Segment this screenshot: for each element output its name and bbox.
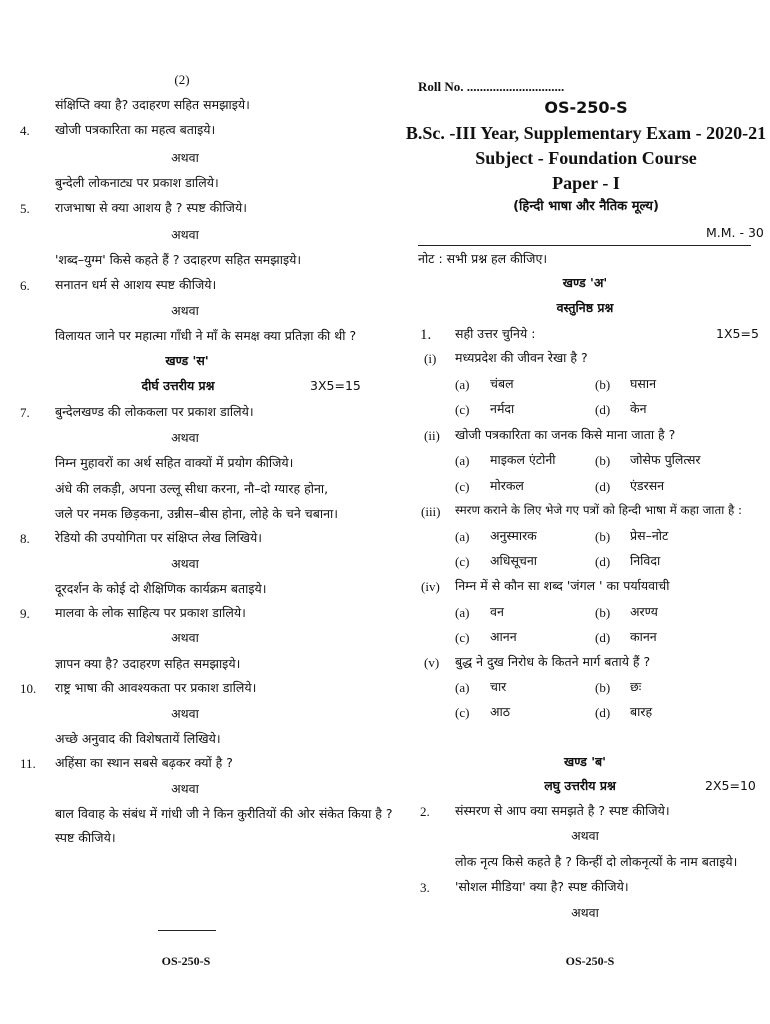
question-text: अच्छे अनुवाद की विशेषतायें लिखिये। <box>55 731 221 746</box>
option-text: माइकल एंटोनी <box>490 452 556 467</box>
option-label: (c) <box>455 705 470 720</box>
question-text: संक्षिप्ति क्या है? उदाहरण सहित समझाइये। <box>55 97 250 112</box>
or-label: अथवा <box>171 781 199 796</box>
option-text: वन <box>490 604 504 619</box>
section-subtitle: लघु उत्तरीय प्रश्न <box>544 778 616 793</box>
mcq-question: मध्यप्रदेश की जीवन रेखा है ? <box>455 350 588 365</box>
question-number: 3. <box>420 880 430 895</box>
question-text: बुन्देलखण्ड की लोककला पर प्रकाश डालिये। <box>55 404 254 419</box>
subject-title: Subject - Foundation Course <box>475 148 697 168</box>
option-text: घसान <box>630 376 657 391</box>
question-text: मालवा के लोक साहित्य पर प्रकाश डालिये। <box>55 605 246 620</box>
page-number: (2) <box>174 72 190 87</box>
question-text: विलायत जाने पर महात्मा गाँधी ने माँ के समक्ष क्या प्रतिज्ञा की थी ? <box>55 328 357 343</box>
option-text: चंबल <box>490 376 514 391</box>
question-text: ज्ञापन क्या है? उदाहरण सहित समझाइये। <box>55 656 241 671</box>
question-number: 7. <box>20 405 30 420</box>
question-text: खोजी पत्रकारिता का महत्व बताइये। <box>55 122 216 137</box>
or-label: अथवा <box>171 227 199 242</box>
option-label: (c) <box>455 554 470 569</box>
option-label: (a) <box>455 453 470 468</box>
option-text: निविदा <box>630 553 661 568</box>
note: नोट : सभी प्रश्न हल कीजिए। <box>418 251 548 266</box>
question-text: राजभाषा से क्या आशय है ? स्पष्ट कीजिये। <box>55 200 247 215</box>
option-label: (c) <box>455 630 470 645</box>
question-marks: 1X5=5 <box>716 326 759 341</box>
or-label: अथवा <box>571 905 599 920</box>
mcq-number: (ii) <box>424 428 440 443</box>
option-text: अरण्य <box>630 604 658 619</box>
option-label: (b) <box>595 377 611 392</box>
option-label: (d) <box>595 402 611 417</box>
max-marks: M.M. - 30 <box>706 225 764 240</box>
question-text: अहिंसा का स्थान सबसे बढ़कर क्यों है ? <box>55 755 233 770</box>
section-title: खण्ड 'अ' <box>562 275 608 290</box>
option-label: (a) <box>455 529 470 544</box>
option-text: अधिसूचना <box>490 553 538 568</box>
option-text: मोरकल <box>490 478 524 493</box>
option-label: (c) <box>455 479 470 494</box>
roll-number: Roll No. .............................. <box>418 79 565 94</box>
question-text: निम्न मुहावरों का अर्थ सहित वाक्यों में प्रयोग कीजिये। <box>55 455 294 470</box>
question-number: 10. <box>20 681 37 696</box>
question-number: 8. <box>20 531 30 546</box>
mcq-number: (iv) <box>421 579 440 594</box>
question-number: 9. <box>20 606 30 621</box>
option-label: (c) <box>455 402 470 417</box>
mcq-question: स्मरण कराने के लिए भेजे गए पत्रों को हिन्दी भाषा में कहा जाता है : <box>455 503 742 517</box>
question-text: 'सोशल मीडिया' क्या है? स्पष्ट कीजिये। <box>455 879 629 894</box>
section-subtitle: वस्तुनिष्ठ प्रश्न <box>556 300 614 315</box>
question-text: सनातन धर्म से आशय स्पष्ट कीजिये। <box>55 277 217 292</box>
or-label: अथवा <box>171 630 199 645</box>
option-text: एंडरसन <box>630 478 665 493</box>
question-text: दूरदर्शन के कोई दो शैक्षिणिक कार्यक्रम बताइये। <box>55 581 267 596</box>
question-number: 2. <box>420 804 430 819</box>
question-text: रेडियो की उपयोगिता पर संक्षिप्त लेख लिखिये। <box>55 530 262 545</box>
question-text: बुन्देली लोकनाट्य पर प्रकाश डालिये। <box>55 175 219 190</box>
divider <box>418 245 751 246</box>
question-text: लोक नृत्य किसे कहते है ? किन्हीं दो लोकनृत्यों के नाम बताइये। <box>455 854 738 869</box>
question-text: 'शब्द–युग्म' किसे कहते हैं ? उदाहरण सहित समझाइये। <box>55 252 302 267</box>
option-text: आठ <box>490 704 511 719</box>
mcq-question: खोजी पत्रकारिता का जनक किसे माना जाता है ? <box>455 427 676 442</box>
option-text: अनुस्मारक <box>490 528 537 543</box>
option-text: आनन <box>490 629 517 644</box>
option-text: नर्मदा <box>490 401 515 416</box>
question-text: अंधे की लकड़ी, अपना उल्लू सीधा करना, नौ–दो ग्यारह होना, <box>55 481 329 496</box>
option-text: छः <box>630 679 642 694</box>
option-text: चार <box>490 679 507 694</box>
option-text: कानन <box>630 629 657 644</box>
option-label: (d) <box>595 554 611 569</box>
mcq-question: निम्न में से कौन सा शब्द 'जंगल ' का पर्यायवाची <box>455 578 670 593</box>
or-label: अथवा <box>171 303 199 318</box>
mcq-number: (iii) <box>421 504 441 519</box>
mcq-question: बुद्ध ने दुख निरोध के कितने मार्ग बताये हैं ? <box>455 654 651 669</box>
paper-code: OS-250-S <box>544 98 628 117</box>
question-number: 1. <box>420 327 432 343</box>
option-label: (a) <box>455 377 470 392</box>
option-text: बारह <box>630 704 653 719</box>
paper-subtitle: (हिन्दी भाषा और नैतिक मूल्य) <box>513 199 659 214</box>
question-number: 6. <box>20 278 30 293</box>
option-label: (d) <box>595 705 611 720</box>
exam-title: B.Sc. -III Year, Supplementary Exam - 2020-21 <box>405 123 767 143</box>
question-text: सही उत्तर चुनिये : <box>455 326 536 341</box>
or-label: अथवा <box>171 430 199 445</box>
option-label: (a) <box>455 605 470 620</box>
option-label: (b) <box>595 680 611 695</box>
mcq-number: (v) <box>424 655 440 670</box>
option-text: प्रेस–नोट <box>630 528 669 543</box>
footer-code: OS-250-S <box>161 954 211 968</box>
option-label: (a) <box>455 680 470 695</box>
or-label: अथवा <box>171 556 199 571</box>
question-number: 5. <box>20 201 30 216</box>
question-number: 4. <box>20 123 30 138</box>
question-text: संस्मरण से आप क्या समझते है ? स्पष्ट कीजिये। <box>455 803 670 818</box>
paper-title: Paper - I <box>552 173 620 193</box>
option-label: (d) <box>595 630 611 645</box>
question-text: स्पष्ट कीजिये। <box>55 830 116 845</box>
section-marks: 3X5=15 <box>310 378 361 393</box>
section-title: खण्ड 'ब' <box>564 754 606 769</box>
question-text: बाल विवाह के संबंध में गांधी जी ने किन कुरीतियों की ओर संकेत किया है ? <box>55 806 393 821</box>
or-label: अथवा <box>171 150 199 165</box>
option-label: (d) <box>595 479 611 494</box>
question-text: राष्ट्र भाषा की आवश्यकता पर प्रकाश डालिये। <box>55 680 257 695</box>
or-label: अथवा <box>571 828 599 843</box>
divider <box>158 930 216 931</box>
option-label: (b) <box>595 453 611 468</box>
option-text: केन <box>630 401 647 416</box>
mcq-number: (i) <box>424 351 437 366</box>
option-label: (b) <box>595 529 611 544</box>
section-subtitle: दीर्घ उत्तरीय प्रश्न <box>141 378 215 393</box>
option-text: जोसेफ पुलित्सर <box>630 452 701 467</box>
footer-code: OS-250-S <box>565 954 615 968</box>
option-label: (b) <box>595 605 611 620</box>
section-marks: 2X5=10 <box>705 778 756 793</box>
question-text: जले पर नमक छिड़कना, उन्नीस–बीस होना, लोहे के चने चबाना। <box>55 506 338 521</box>
question-number: 11. <box>20 756 36 771</box>
or-label: अथवा <box>171 706 199 721</box>
section-title: खण्ड 'स' <box>165 353 209 368</box>
